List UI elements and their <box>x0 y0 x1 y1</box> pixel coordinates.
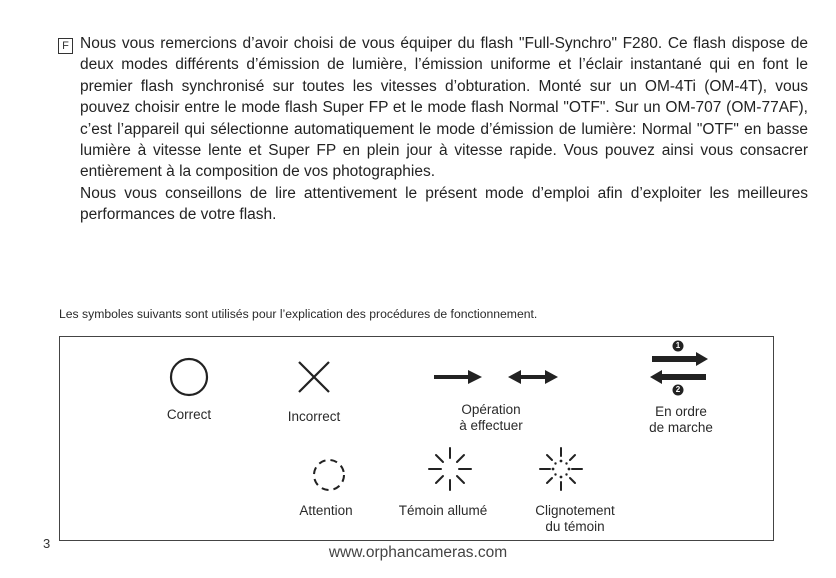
label-operation-line-2: à effectuer <box>459 418 523 433</box>
order-arrows-icon <box>644 339 714 397</box>
symbols-caption: Les symboles suivants sont utilisés pour l’explication des procédures de fonctionnement. <box>59 307 538 321</box>
label-attention: Attention <box>299 503 353 518</box>
lamp-blinking-icon <box>537 445 585 493</box>
arrow-right-icon <box>432 368 484 386</box>
dashed-circle-icon <box>307 453 351 497</box>
page-number: 3 <box>43 536 51 551</box>
intro-paragraph-1: Nous vous remercions d’avoir choisi de vous équiper du flash "Full-Synchro" F280. Ce flash dispose de deux modes différents d’émission de lumière, l’émission uniforme et l’éclair instantané qui en font le premier flash synchronisé sur toutes les vitesses d’obturation. Monté sur un OM-4Ti (OM-4T), vous pouvez choisir entre le mode flash Super FP et le mode flash Normal "OTF". Sur un OM-707 (OM-77AF), c’est l’appareil qui sélectionne automatiquement le mode d’émission de lumière: Normal "OTF" en basse lumière à vitesse lente et Super FP en plein jour à vitesse rapide. Vous pouvez ainsi vous consacrer entièrement à la composition de vos photographies. <box>80 35 808 181</box>
intro-paragraph-2: Nous vous conseillons de lire attentivement le présent mode d’emploi afin d’exploiter les meilleures performances de votre flash. <box>80 184 808 224</box>
label-operation <box>459 402 523 434</box>
footer-url: www.orphancameras.com <box>328 544 508 561</box>
step-2-badge: 2 <box>675 385 681 394</box>
label-correct: Correct <box>166 407 212 422</box>
label-operation-line-1: Opération <box>461 402 521 417</box>
cross-icon <box>294 357 334 397</box>
label-order-line-2: de marche <box>649 420 713 435</box>
label-lamp-blinking <box>535 503 615 535</box>
arrow-double-icon <box>507 368 559 386</box>
circle-icon <box>167 355 211 399</box>
label-order-line-1: En ordre <box>655 404 707 419</box>
label-lamp-blinking-line-2: du témoin <box>545 519 605 534</box>
step-1-badge: 1 <box>675 341 681 350</box>
lamp-lit-icon <box>426 445 474 493</box>
language-marker-f: F <box>58 38 73 54</box>
intro-text <box>80 33 808 226</box>
symbols-legend-box <box>59 336 774 541</box>
label-incorrect: Incorrect <box>287 409 341 424</box>
label-lamp-lit: Témoin allumé <box>398 503 488 518</box>
label-order <box>649 404 713 436</box>
label-lamp-blinking-line-1: Clignotement <box>535 503 615 518</box>
